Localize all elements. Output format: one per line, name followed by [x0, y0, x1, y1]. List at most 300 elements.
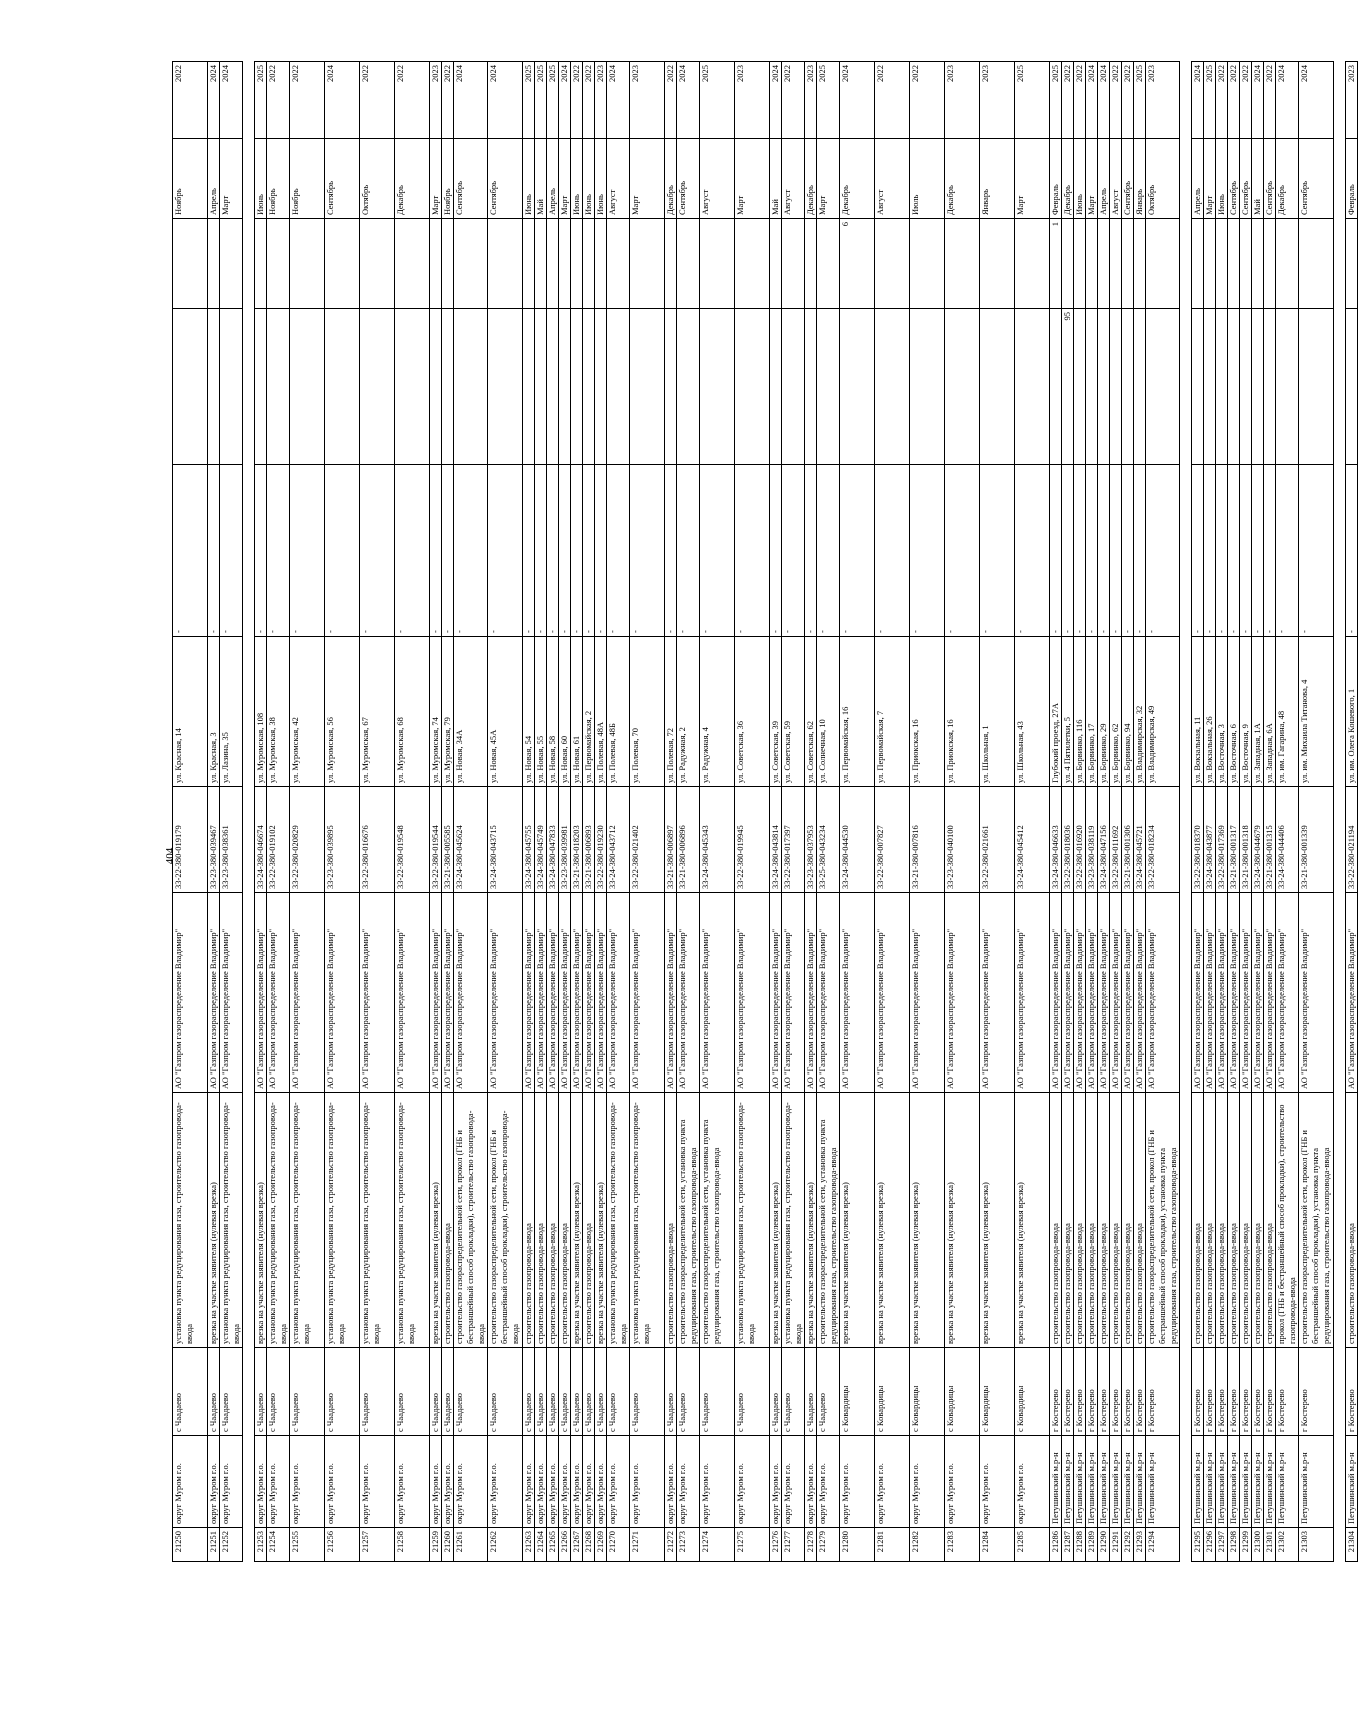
cell-mun: округ Муром г.о. [173, 1436, 208, 1528]
cell-c6: - [700, 465, 735, 637]
cell-loc: г Костерево [1216, 1348, 1228, 1436]
cell-c7 [1098, 309, 1110, 465]
cell-mun: округ Муром г.о. [442, 1436, 454, 1528]
cell-loc: г Костерево [1098, 1348, 1110, 1436]
cell-cad: 33-21-380-001317 [1228, 787, 1240, 893]
cell-addr: ул. Новая, 60 [559, 637, 571, 787]
cell-loc: г Костерево [1346, 1348, 1358, 1436]
cell-year: 2025 [255, 62, 267, 139]
cell-c8 [1062, 219, 1074, 309]
table-row [782, 62, 805, 1562]
cell-cad: 33-23-380-039981 [559, 787, 571, 893]
cell-cad: 33-24-380-045412 [1015, 787, 1050, 893]
cell-id: 21304 [1346, 1528, 1358, 1562]
cell-loc: с Чаадаево [173, 1348, 208, 1436]
cell-addr: ул. им. Михаила Титанова, 4 [1299, 637, 1334, 787]
table-row [630, 62, 665, 1562]
cell-mun: округ Муром г.о. [805, 1436, 817, 1528]
cell-loc: с Ковардицы [980, 1348, 1015, 1436]
cell-addr: ул. Муромская, 56 [325, 637, 360, 787]
cell-org: АО "Газпром газораспределение Владимир" [840, 893, 875, 1093]
cell-org: АО "Газпром газораспределение Владимир" [1228, 893, 1240, 1093]
cell-c7 [1240, 309, 1252, 465]
cell-org: АО "Газпром газораспределение Владимир" [595, 893, 607, 1093]
cell-c7 [325, 309, 360, 465]
cell-c8 [547, 219, 559, 309]
cell-mun: округ Муром г.о. [595, 1436, 607, 1528]
cell-mun: округ Муром г.о. [817, 1436, 840, 1528]
cell-year: 2022 [1062, 62, 1074, 139]
cell-org: АО "Газпром газораспределение Владимир" [700, 893, 735, 1093]
cell-c6: - [840, 465, 875, 637]
cell-c7 [547, 309, 559, 465]
cell-org: АО "Газпром газораспределение Владимир" [677, 893, 700, 1093]
cell-month: Март [630, 139, 665, 219]
cell-cad: 33-21-380-001318 [1240, 787, 1252, 893]
cell-c7 [430, 309, 442, 465]
cell-org: АО "Газпром газораспределение Владимир" [583, 893, 595, 1093]
cell-year: 2025 [535, 62, 547, 139]
cell-c8 [454, 219, 488, 309]
table-row [805, 62, 817, 1562]
table-body [173, 62, 1358, 1562]
cell-id: 21257 [360, 1528, 395, 1562]
cell-c6: - [1228, 465, 1240, 637]
cell-month: Июнь [583, 139, 595, 219]
cell-cad: 33-24-380-044679 [1252, 787, 1264, 893]
cell-c6: - [817, 465, 840, 637]
cell-addr: ул. Школьная, 1 [980, 637, 1015, 787]
cell-org: АО "Газпром газораспределение Владимир" [430, 893, 442, 1093]
cell-id: 21289 [1086, 1528, 1098, 1562]
cell-org: АО "Газпром газораспределение Владимир" [782, 893, 805, 1093]
cell-work: строительство газораспределительной сети, прокол (ГНБ и бестраншейный способ прокладки), строительство газопровода-ввода [454, 1093, 488, 1348]
cell-c8 [442, 219, 454, 309]
cell-addr: ул. Новая, 58 [547, 637, 559, 787]
cell-month: Декабрь [665, 139, 677, 219]
cell-c7 [1276, 309, 1299, 465]
cell-c7 [595, 309, 607, 465]
cell-c7 [488, 309, 523, 465]
cell-c8 [1264, 219, 1276, 309]
cell-month: Март [559, 139, 571, 219]
cell-year: 2022 [1122, 62, 1134, 139]
cell-work: строительство газопровода-ввода [1264, 1093, 1276, 1348]
table-row [1180, 62, 1192, 1562]
cell-work: установка пункта редуцирования газа, строительство газопровода-ввода [630, 1093, 665, 1348]
cell-cad: 33-24-380-045749 [535, 787, 547, 893]
cell-month: Февраль [1346, 139, 1358, 219]
cell-c7 [910, 309, 945, 465]
cell-org: АО "Газпром газораспределение Владимир" [805, 893, 817, 1093]
cell-c6: - [1098, 465, 1110, 637]
cell-addr: ул. Новая, 45А [488, 637, 523, 787]
cell-month: Апрель [547, 139, 559, 219]
cell-mun: округ Муром г.о. [677, 1436, 700, 1528]
cell-work: врезка на участке заявителя (нулевая врезка) [945, 1093, 980, 1348]
cell-month: Сентябрь [1228, 139, 1240, 219]
cell-month: Август [875, 139, 910, 219]
cell-c6: - [535, 465, 547, 637]
cell-mun: округ Муром г.о. [700, 1436, 735, 1528]
cell-mun: округ Муром г.о. [523, 1436, 535, 1528]
cell-loc: г Костерево [1276, 1348, 1299, 1436]
cell-work: установка пункта редуцирования газа, строительство газопровода-ввода [267, 1093, 290, 1348]
cell-mun: округ Муром г.о. [782, 1436, 805, 1528]
cell-cad: 33-22-380-017397 [782, 787, 805, 893]
cell-mun: округ Муром г.о. [488, 1436, 523, 1528]
cell-work: строительство газопровода-ввода [1062, 1093, 1074, 1348]
cell-c6: - [454, 465, 488, 637]
cell-org: АО "Газпром газораспределение Владимир" [1122, 893, 1134, 1093]
cell-work: строительство газопровода-ввода [1110, 1093, 1122, 1348]
cell-org: АО "Газпром газораспределение Владимир" [1240, 893, 1252, 1093]
cell-work: строительство газопровода-ввода [547, 1093, 559, 1348]
cell-addr: ул. Приокская, 16 [945, 637, 980, 787]
cell-month: Ноябрь [290, 139, 325, 219]
cell-c6: - [1216, 465, 1228, 637]
table-row [442, 62, 454, 1562]
cell-c8 [1098, 219, 1110, 309]
cell-mun: округ Муром г.о. [267, 1436, 290, 1528]
cell-loc: с Чаадаево [430, 1348, 442, 1436]
cell-c8 [1334, 219, 1346, 309]
cell-org: АО "Газпром газораспределение Владимир" [1146, 893, 1180, 1093]
cell-c6: - [360, 465, 395, 637]
cell-cad: 33-24-380-044406 [1276, 787, 1299, 893]
cell-year: 2025 [1015, 62, 1050, 139]
cell-year: 2022 [583, 62, 595, 139]
cell-c8 [980, 219, 1015, 309]
table-row [220, 62, 243, 1562]
cell-mun: округ Муром г.о. [454, 1436, 488, 1528]
table-row [875, 62, 910, 1562]
cell-org: АО "Газпром газораспределение Владимир" [173, 893, 208, 1093]
cell-c6: - [442, 465, 454, 637]
cell-addr: ул. Муромская, 74 [430, 637, 442, 787]
cell-work: установка пункта редуцирования газа, строительство газопровода-ввода [360, 1093, 395, 1348]
cell-id: 21281 [875, 1528, 910, 1562]
cell-year: 2022 [1264, 62, 1276, 139]
cell-month: Март [735, 139, 770, 219]
cell-org: АО "Газпром газораспределение Владимир" [1098, 893, 1110, 1093]
cell-c8 [523, 219, 535, 309]
cell-c7 [1252, 309, 1264, 465]
cell-year [1180, 62, 1192, 139]
cell-work: установка пункта редуцирования газа, строительство газопровода-ввода [220, 1093, 243, 1348]
cell-c6: - [267, 465, 290, 637]
cell-mun [1334, 1436, 1346, 1528]
cell-c7 [535, 309, 547, 465]
cell-loc: с Ковардицы [1015, 1348, 1050, 1436]
cell-c8 [571, 219, 583, 309]
cell-c7 [1192, 309, 1204, 465]
cell-c8 [1146, 219, 1180, 309]
table-row [559, 62, 571, 1562]
cell-work: врезка на участке заявителя (нулевая врезка) [910, 1093, 945, 1348]
cell-month: Сентябрь [1299, 139, 1334, 219]
cell-addr: ул. Советская, 36 [735, 637, 770, 787]
cell-work: строительство газопровода-ввода [1252, 1093, 1264, 1348]
cell-c8 [430, 219, 442, 309]
cell-year: 2024 [220, 62, 243, 139]
cell-addr: ул. Первомайская, 16 [840, 637, 875, 787]
table-row [547, 62, 559, 1562]
cell-c6: - [1192, 465, 1204, 637]
table-row [1062, 62, 1074, 1562]
cell-addr: ул. Борвинко, 94 [1122, 637, 1134, 787]
table-row [840, 62, 875, 1562]
cell-c6: - [770, 465, 782, 637]
cell-year: 2024 [1299, 62, 1334, 139]
cell-c8 [875, 219, 910, 309]
cell-mun: округ Муром г.о. [360, 1436, 395, 1528]
cell-month: Сентябрь [1122, 139, 1134, 219]
cell-loc [1334, 1348, 1346, 1436]
cell-c6: - [488, 465, 523, 637]
cell-addr: ул. Полевая, 48Б [607, 637, 630, 787]
cell-cad: 33-22-380-021402 [630, 787, 665, 893]
cell-year: 2024 [1098, 62, 1110, 139]
cell-org: АО "Газпром газораспределение Владимир" [665, 893, 677, 1093]
cell-mun: округ Муром г.о. [559, 1436, 571, 1528]
cell-month: Октябрь [1146, 139, 1180, 219]
cell-org: АО "Газпром газораспределение Владимир" [395, 893, 430, 1093]
table-row [665, 62, 677, 1562]
cell-year: 2024 [325, 62, 360, 139]
cell-loc: с Чаадаево [700, 1348, 735, 1436]
table-row [945, 62, 980, 1562]
cell-id: 21287 [1062, 1528, 1074, 1562]
cell-c6: - [290, 465, 325, 637]
cell-c7 [1228, 309, 1240, 465]
cell-year: 2022 [1110, 62, 1122, 139]
cell-cad: 33-23-380-039895 [325, 787, 360, 893]
cell-c8 [782, 219, 805, 309]
cell-id: 21262 [488, 1528, 523, 1562]
cell-work: врезка на участке заявителя (нулевая врезка) [1015, 1093, 1050, 1348]
cell-c6: - [1240, 465, 1252, 637]
cell-org: АО "Газпром газораспределение Владимир" [1264, 893, 1276, 1093]
cell-month: Сентябрь [1264, 139, 1276, 219]
cell-month: Август [782, 139, 805, 219]
cell-addr: ул. Муромская, 79 [442, 637, 454, 787]
cell-c8 [910, 219, 945, 309]
table-row [1334, 62, 1346, 1562]
cell-id: 21303 [1299, 1528, 1334, 1562]
cell-org: АО "Газпром газораспределение Владимир" [488, 893, 523, 1093]
cell-addr: ул. Красная, 3 [208, 637, 220, 787]
cell-year: 2022 [173, 62, 208, 139]
cell-cad: 33-22-380-018370 [1192, 787, 1204, 893]
cell-org: АО "Газпром газораспределение Владимир" [1192, 893, 1204, 1093]
cell-cad: 33-22-380-016676 [360, 787, 395, 893]
cell-c6 [1180, 465, 1192, 637]
cell-year: 2023 [430, 62, 442, 139]
cell-month: Апрель [1098, 139, 1110, 219]
table-row [173, 62, 208, 1562]
cell-c7 [665, 309, 677, 465]
cell-c8 [360, 219, 395, 309]
cell-cad: 33-24-380-046633 [1050, 787, 1062, 893]
cell-loc: г Костерево [1240, 1348, 1252, 1436]
cell-addr: ул. Солнечная, 10 [817, 637, 840, 787]
cell-month: Март [817, 139, 840, 219]
cell-mun [243, 1436, 255, 1528]
cell-c7 [255, 309, 267, 465]
cell-org: АО "Газпром газораспределение Владимир" [875, 893, 910, 1093]
table-row [1240, 62, 1252, 1562]
cell-c8 [677, 219, 700, 309]
cell-org: АО "Газпром газораспределение Владимир" [770, 893, 782, 1093]
cell-c8 [817, 219, 840, 309]
cell-year: 2022 [782, 62, 805, 139]
table-row [735, 62, 770, 1562]
table-row [1050, 62, 1062, 1562]
cell-cad [1334, 787, 1346, 893]
cell-c8 [1122, 219, 1134, 309]
cell-org: АО "Газпром газораспределение Владимир" [1074, 893, 1086, 1093]
cell-org: АО "Газпром газораспределение Владимир" [1062, 893, 1074, 1093]
cell-work: врезка на участке заявителя (нулевая врезка) [430, 1093, 442, 1348]
cell-loc: г Костерево [1204, 1348, 1216, 1436]
cell-cad: 33-24-380-046674 [255, 787, 267, 893]
cell-addr: ул. им. Олега Кошевого, 1 [1346, 637, 1358, 787]
cell-work: врезка на участке заявителя (нулевая врезка) [571, 1093, 583, 1348]
cell-c6: - [1134, 465, 1146, 637]
cell-loc: с Чаадаево [547, 1348, 559, 1436]
cell-id: 21284 [980, 1528, 1015, 1562]
cell-addr: Глубокий проезд, 27А [1050, 637, 1062, 787]
cell-org [1180, 893, 1192, 1093]
cell-org: АО "Газпром газораспределение Владимир" [325, 893, 360, 1093]
cell-c8 [395, 219, 430, 309]
cell-cad: 33-22-380-007827 [875, 787, 910, 893]
cell-id: 21263 [523, 1528, 535, 1562]
cell-work: строительство газораспределительной сети, прокол (ГНБ и бестраншейный способ прокладки), установка пункта редуцирования газа, строительство газопровода-ввода [1146, 1093, 1180, 1348]
cell-c8 [1134, 219, 1146, 309]
cell-work [1334, 1093, 1346, 1348]
cell-loc: г Костерево [1299, 1348, 1334, 1436]
cell-id: 21275 [735, 1528, 770, 1562]
cell-year: 2022 [290, 62, 325, 139]
cell-id: 21251 [208, 1528, 220, 1562]
cell-loc: с Чаадаево [677, 1348, 700, 1436]
cell-loc: с Чаадаево [735, 1348, 770, 1436]
table-row [430, 62, 442, 1562]
cell-month: Март [220, 139, 243, 219]
cell-month: Март [430, 139, 442, 219]
cell-cad: 33-22-380-020829 [290, 787, 325, 893]
table-row [290, 62, 325, 1562]
cell-id: 21276 [770, 1528, 782, 1562]
cell-year: 2022 [910, 62, 945, 139]
cell-month: Июнь [1074, 139, 1086, 219]
cell-cad: 33-22-380-018234 [1146, 787, 1180, 893]
cell-c8 [290, 219, 325, 309]
cell-c7 [1146, 309, 1180, 465]
cell-id: 21266 [559, 1528, 571, 1562]
cell-id: 21277 [782, 1528, 805, 1562]
cell-cad: 33-22-380-019544 [430, 787, 442, 893]
cell-year: 2025 [817, 62, 840, 139]
cell-work: врезка на участке заявителя (нулевая врезка) [255, 1093, 267, 1348]
cell-id: 21269 [595, 1528, 607, 1562]
cell-org: АО "Газпром газораспределение Владимир" [1346, 893, 1358, 1093]
cell-id: 21279 [817, 1528, 840, 1562]
cell-c7 [980, 309, 1015, 465]
cell-cad: 33-21-380-006893 [583, 787, 595, 893]
table-row [1134, 62, 1146, 1562]
cell-month: Август [1110, 139, 1122, 219]
cell-c8 [770, 219, 782, 309]
cell-c8 [1180, 219, 1192, 309]
cell-c8 [630, 219, 665, 309]
cell-year: 2025 [1050, 62, 1062, 139]
cell-c8 [1015, 219, 1050, 309]
cell-c6: - [547, 465, 559, 637]
cell-c7 [559, 309, 571, 465]
cell-work: строительство газопровода-ввода [535, 1093, 547, 1348]
cell-cad: 33-21-380-006897 [665, 787, 677, 893]
cell-addr: ул. Новая, 61 [571, 637, 583, 787]
cell-loc [243, 1348, 255, 1436]
table-row [1346, 62, 1358, 1562]
cell-work: прокол (ГНБ и бестраншейный способ прокладки), строительство газопровода-ввода [1276, 1093, 1299, 1348]
cell-year: 2024 [1276, 62, 1299, 139]
cell-org: АО "Газпром газораспределение Владимир" [208, 893, 220, 1093]
cell-c6: - [325, 465, 360, 637]
cell-month: Июль [910, 139, 945, 219]
cell-c8 [945, 219, 980, 309]
cell-id: 21292 [1122, 1528, 1134, 1562]
cell-id: 21274 [700, 1528, 735, 1562]
cell-c7 [442, 309, 454, 465]
cell-year: 2022 [442, 62, 454, 139]
cell-org: АО "Газпром газораспределение Владимир" [607, 893, 630, 1093]
cell-cad: 33-24-380-045755 [523, 787, 535, 893]
cell-year: 2024 [1252, 62, 1264, 139]
cell-mun: округ Муром г.о. [571, 1436, 583, 1528]
cell-c7 [700, 309, 735, 465]
cell-c7 [1180, 309, 1192, 465]
cell-addr: ул. Радужная, 2 [677, 637, 700, 787]
cell-c8 [1192, 219, 1204, 309]
cell-cad: 33-24-380-043715 [488, 787, 523, 893]
cell-org: АО "Газпром газораспределение Владимир" [1086, 893, 1098, 1093]
cell-c7 [208, 309, 220, 465]
cell-work: установка пункта редуцирования газа, строительство газопровода-ввода [607, 1093, 630, 1348]
cell-loc: с Чаадаево [665, 1348, 677, 1436]
cell-month [1334, 139, 1346, 219]
cell-mun: Петушинский м.р-н [1240, 1436, 1252, 1528]
cell-mun: округ Муром г.о. [430, 1436, 442, 1528]
cell-c6: - [395, 465, 430, 637]
cell-month: Март [1204, 139, 1216, 219]
cell-work: строительство газопровода-ввода [665, 1093, 677, 1348]
cell-mun: округ Муром г.о. [255, 1436, 267, 1528]
cell-id [1334, 1528, 1346, 1562]
cell-c6: - [1252, 465, 1264, 637]
cell-c7 [1216, 309, 1228, 465]
cell-mun: округ Муром г.о. [840, 1436, 875, 1528]
cell-mun: округ Муром г.о. [770, 1436, 782, 1528]
cell-cad: 33-23-380-038119 [1086, 787, 1098, 893]
table-row [700, 62, 735, 1562]
cell-c8 [535, 219, 547, 309]
cell-loc: с Чаадаево [208, 1348, 220, 1436]
cell-loc: г Костерево [1074, 1348, 1086, 1436]
